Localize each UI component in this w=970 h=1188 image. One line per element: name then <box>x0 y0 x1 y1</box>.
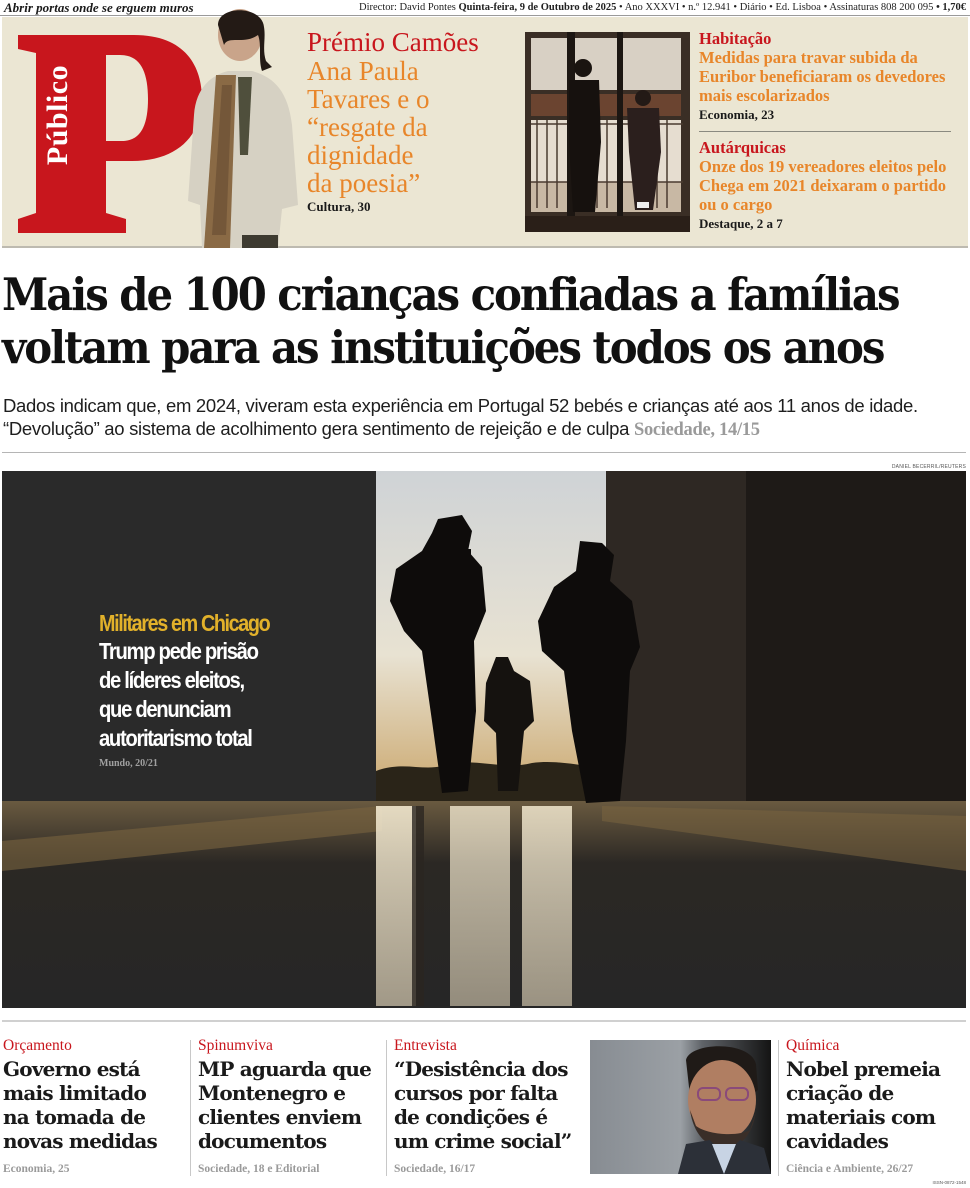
story-kicker: Prémio Camões <box>307 27 479 57</box>
story-headline: Governo está mais limitado na tomada de novas medidas <box>3 1057 157 1153</box>
story-headline: Trump pede prisão de líderes eleitos, que denunciam autoritarismo total <box>99 638 258 751</box>
slogan: Abrir portas onde se erguem muros <box>4 0 194 15</box>
price: • 1,70€ <box>936 2 966 13</box>
story-headline: Medidas para travar subida da Euribor beneficiaram os devedores mais escolarizados <box>699 48 946 105</box>
story-kicker: Spinumviva <box>198 1037 273 1054</box>
story-headline: “Desistência dos cursos por falta de condições é um crime social” <box>394 1057 572 1153</box>
story-headline: Ana Paula Tavares e o “resgate da dignidade da poesia” <box>307 56 430 198</box>
column-divider <box>778 1040 779 1176</box>
issue-date: Quinta-feira, 9 de Outubro de 2025 <box>458 2 617 13</box>
section-ref: Mundo, 20/21 <box>99 758 158 769</box>
hero-photo[interactable] <box>2 471 966 1008</box>
camoes-photo[interactable] <box>182 5 302 248</box>
story-kicker: Habitação <box>699 29 772 48</box>
portrait-woman-image <box>182 5 302 248</box>
side-stories <box>699 29 961 232</box>
lead-headline[interactable]: Mais de 100 crianças confiadas a famílias voltam para as instituições todos os anos <box>2 268 899 374</box>
story-kicker: Orçamento <box>3 1037 72 1054</box>
camoes-story[interactable] <box>307 27 522 215</box>
lead-dek: Dados indicam que, em 2024, viveram esta experiência em Portugal 52 bebés e crianças até aos 11 anos de idade. “Devolução” ao sistema de acolhimento gera sentimento de rejeição e de culpa Sociedade, 14/15 <box>3 395 918 440</box>
issue-details: • Ano XXXVI • n.º 12.941 • Diário • Ed. Lisboa • Assinaturas 808 200 095 <box>616 2 937 13</box>
teaser-orcamento[interactable] <box>3 1036 188 1175</box>
story-headline: MP aguarda que Montenegro e clientes enviem documentos <box>198 1057 372 1153</box>
top-info-bar <box>0 0 970 16</box>
edition-meta <box>359 2 966 13</box>
section-ref: Sociedade, 16/17 <box>394 1163 476 1175</box>
logo-wordmark: Público <box>41 64 74 166</box>
interview-photo[interactable] <box>590 1040 771 1174</box>
story-headline: Onze dos 19 vereadores eleitos pelo Chega em 2021 deixaram o partido ou o cargo <box>699 157 947 214</box>
story-kicker: Química <box>786 1037 840 1054</box>
section-ref: Sociedade, 18 e Editorial <box>198 1163 320 1175</box>
teaser-quimica[interactable] <box>786 1036 966 1175</box>
teaser-spinumviva[interactable] <box>198 1036 383 1175</box>
issn-code: ISSN-0872-1548 <box>932 1180 966 1185</box>
teaser-entrevista[interactable] <box>394 1036 586 1175</box>
side-story-autarquicas[interactable] <box>699 138 961 232</box>
habitacao-photo[interactable] <box>525 32 690 232</box>
story-headline: Nobel premeia criação de materiais com cavidades <box>786 1057 941 1153</box>
balcony-silhouettes-image <box>525 32 690 232</box>
story-kicker: Autárquicas <box>699 138 786 157</box>
director: Director: David Pontes <box>359 2 456 13</box>
section-ref: Economia, 25 <box>3 1163 70 1175</box>
portrait-man-image <box>590 1040 771 1174</box>
masthead <box>2 17 968 248</box>
column-divider <box>386 1040 387 1176</box>
section-ref: Ciência e Ambiente, 26/27 <box>786 1163 914 1175</box>
section-ref: Sociedade, 14/15 <box>633 419 760 440</box>
story-kicker: Entrevista <box>394 1037 457 1054</box>
hero-story[interactable] <box>99 609 359 769</box>
divider <box>2 1020 966 1022</box>
side-story-habitacao[interactable] <box>699 29 961 123</box>
section-ref: Economia, 23 <box>699 107 775 122</box>
column-divider <box>190 1040 191 1176</box>
story-kicker: Militares em Chicago <box>99 610 270 636</box>
section-ref: Cultura, 30 <box>307 199 371 214</box>
divider <box>699 131 951 132</box>
divider <box>2 452 966 453</box>
section-ref: Destaque, 2 a 7 <box>699 216 783 231</box>
photo-credit: DANIEL BECERRIL/REUTERS <box>891 464 966 470</box>
